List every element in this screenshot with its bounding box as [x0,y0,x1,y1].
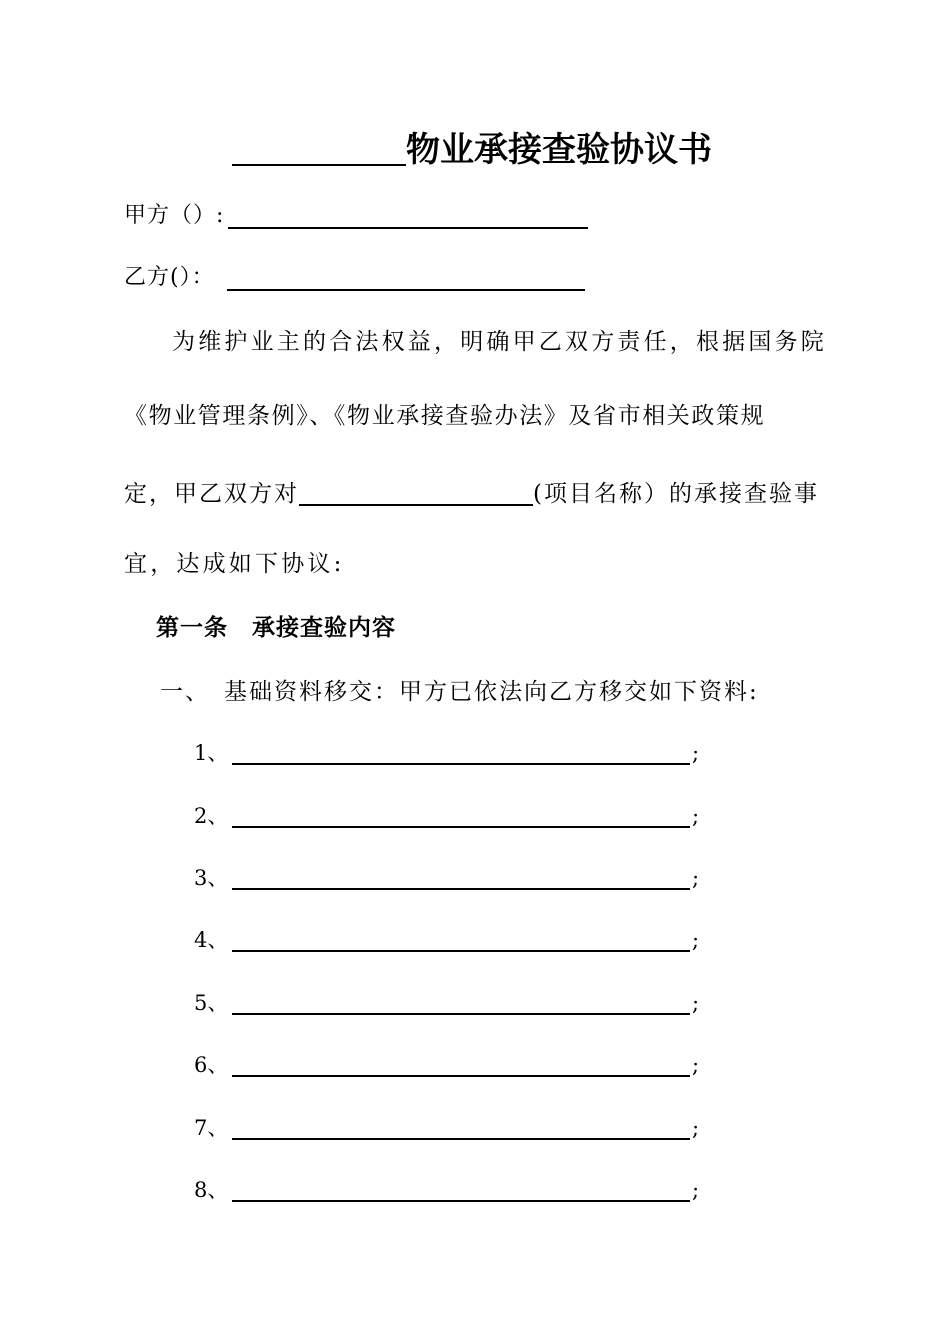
list-item-end: ; [692,741,700,765]
list-item [194,1113,699,1143]
list-item-blank [232,864,690,890]
list-item [194,738,699,768]
project-name-blank [299,480,533,506]
list-item-number: 2、 [194,804,229,828]
intro-line-1: 为维护业主的合法权益，明确甲乙双方责任，根据国务院 [172,329,827,355]
intro-line-3-prefix: 定，甲乙双方对 [124,481,299,507]
intro-line-3-suffix: (项目名称）的承接查验事 [533,481,819,507]
party-a-label: 甲方（）: [124,203,225,228]
list-item [194,988,699,1018]
sub-clause-heading [160,676,759,708]
list-item-end: ; [692,1178,700,1202]
sub-clause-number: 一、 [160,679,210,705]
list-item [194,1050,699,1080]
list-item-blank [232,802,690,828]
list-item-end: ; [692,1116,700,1140]
article-title: 承接查验内容 [252,615,396,641]
intro-line-4: 宜，达成如下协议: [124,551,345,577]
list-item-blank [232,1176,690,1202]
list-item-blank [232,739,690,765]
intro-line-2: 《物业管理条例》、《物业承接查验办法》及省市相关政策规 [124,403,766,429]
list-item-end: ; [692,804,700,828]
list-item [194,801,699,831]
intro-line-3 [124,478,834,510]
list-item-number: 1、 [194,741,229,765]
document-title: 物业承接查验协议书 [406,130,712,170]
list-item-number: 3、 [194,866,229,890]
list-item-number: 4、 [194,928,229,952]
list-item-blank [232,1114,690,1140]
list-item-number: 6、 [194,1053,229,1077]
party-b-label: 乙方(）： [124,265,215,290]
list-item-blank [232,926,690,952]
list-item [194,1175,699,1205]
title-blank-line [232,128,406,166]
list-item-blank [232,1051,690,1077]
list-item-number: 8、 [194,1178,229,1202]
list-item [194,925,699,955]
article-heading [156,612,396,644]
list-item-number: 7、 [194,1116,229,1140]
list-item-end: ; [692,1053,700,1077]
party-b-row [124,262,585,294]
document-title-row [232,128,712,172]
list-item-number: 5、 [194,991,229,1015]
list-item-blank [232,989,690,1015]
party-a-row [124,200,588,232]
party-b-blank [227,263,585,291]
list-item-end: ; [692,866,700,890]
article-number: 第一条 [156,615,228,641]
party-a-blank [228,201,588,229]
sub-clause-text: 基础资料移交：甲方已依法向乙方移交如下资料: [224,679,759,705]
list-item-end: ; [692,928,700,952]
list-item-end: ; [692,991,700,1015]
list-item [194,863,699,893]
